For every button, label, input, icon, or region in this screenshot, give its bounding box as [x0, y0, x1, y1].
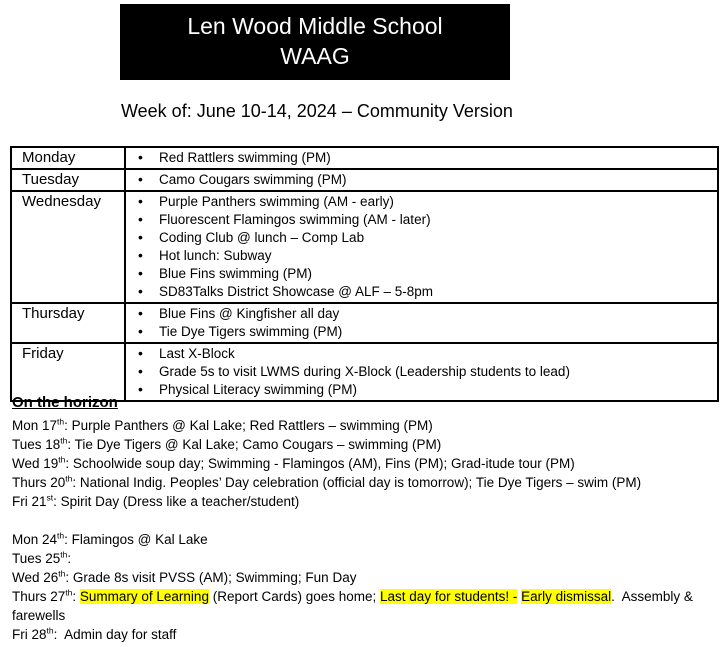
schedule-item [126, 193, 717, 211]
schedule-item [126, 171, 717, 189]
schedule-item-text: Camo Cougars swimming (PM) [159, 172, 347, 187]
highlighted-text: Last day for students! - [380, 589, 518, 604]
horizon-line [12, 416, 718, 435]
horizon-text: : [72, 589, 80, 604]
horizon-line [12, 625, 718, 644]
horizon-text: : Tie Dye Tigers @ Kal Lake; Camo Cougars – swimming (PM) [67, 437, 442, 452]
schedule-item-text: Grade 5s to visit LWMS during X-Block (Leadership students to lead) [159, 364, 570, 379]
horizon-text: : [67, 551, 72, 566]
schedule-item [126, 211, 717, 229]
schedule-item-text: Hot lunch: Subway [159, 248, 272, 263]
horizon-text: : Flamingos @ Kal Lake [64, 532, 208, 547]
bullet-icon: • [138, 305, 143, 321]
horizon-text: : Schoolwide soup day; Swimming - Flamingos (AM), Fins (PM); Grad-itude tour (PM) [65, 456, 575, 471]
schedule-item [126, 305, 717, 323]
horizon-text: (Report Cards) goes home; [208, 589, 381, 604]
schedule-item [126, 247, 717, 265]
schedule-item [126, 149, 717, 167]
horizon-blank-line [12, 511, 718, 530]
ordinal-superscript: th [65, 587, 73, 598]
horizon-heading: On the horizon [12, 394, 118, 411]
schedule-item-text: Purple Panthers swimming (AM - early) [159, 194, 394, 209]
bullet-icon: • [138, 229, 143, 245]
day-items-cell [125, 147, 718, 169]
waag-label: WAAG [280, 43, 350, 69]
table-row [11, 147, 718, 169]
highlighted-text: Early dismissal [521, 589, 612, 604]
schedule-item-text: Physical Literacy swimming (PM) [159, 382, 358, 397]
ordinal-superscript: th [60, 435, 68, 446]
horizon-line [12, 473, 718, 492]
weekly-schedule-body [11, 147, 718, 401]
day-items-cell [125, 303, 718, 343]
bullet-icon: • [138, 149, 143, 165]
schedule-item [126, 265, 717, 283]
horizon-text: : Admin day for staff [53, 627, 177, 642]
schedule-item-text: Blue Fins swimming (PM) [159, 266, 313, 281]
bullet-icon: • [138, 171, 143, 187]
horizon-text: Mon 17 [12, 418, 58, 433]
horizon-text: Fri 28 [12, 627, 47, 642]
bullet-icon: • [138, 363, 143, 379]
horizon-text: Wed 26 [12, 570, 59, 585]
horizon-text: Fri 21 [12, 494, 47, 509]
schedule-item [126, 229, 717, 247]
day-items-cell [125, 191, 718, 303]
bullet-icon: • [138, 265, 143, 281]
schedule-item [126, 345, 717, 363]
day-items-cell [125, 169, 718, 191]
schedule-item [126, 323, 717, 341]
day-label: Wednesday [11, 191, 125, 303]
horizon-line [12, 492, 718, 511]
horizon-text: Thurs 20 [12, 475, 66, 490]
schedule-item-text: Fluorescent Flamingos swimming (AM - later) [159, 212, 431, 227]
schedule-item [126, 283, 717, 301]
ordinal-superscript: th [60, 549, 68, 560]
bullet-icon: • [138, 345, 143, 361]
ordinal-superscript: th [46, 625, 54, 636]
table-row [11, 169, 718, 191]
horizon-text: : Purple Panthers @ Kal Lake; Red Rattlers – swimming (PM) [64, 418, 433, 433]
horizon-line [12, 530, 718, 549]
ordinal-superscript: th [57, 530, 65, 541]
school-title-banner [120, 4, 510, 80]
bullet-icon: • [138, 211, 143, 227]
bullet-icon: • [138, 247, 143, 263]
ordinal-superscript: th [57, 416, 65, 427]
horizon-line [12, 454, 718, 473]
weekly-schedule-table [10, 146, 719, 402]
ordinal-superscript: th [65, 473, 73, 484]
horizon-line [12, 568, 718, 587]
horizon-text: Thurs 27 [12, 589, 66, 604]
day-label: Friday [11, 343, 125, 401]
bullet-icon: • [138, 323, 143, 339]
schedule-item-text: SD83Talks District Showcase @ ALF – 5-8pm [159, 284, 434, 299]
schedule-item [126, 363, 717, 381]
horizon-line [12, 435, 718, 454]
horizon-text: Mon 24 [12, 532, 58, 547]
highlighted-text: Summary of Learning [79, 589, 209, 604]
bullet-icon: • [138, 193, 143, 209]
ordinal-superscript: st [46, 492, 54, 503]
day-label: Tuesday [11, 169, 125, 191]
week-subtitle: Week of: June 10-14, 2024 – Community Version [121, 101, 513, 121]
bullet-icon: • [138, 381, 143, 397]
horizon-text: Tues 25 [12, 551, 61, 566]
horizon-text: : Spirit Day (Dress like a teacher/student) [53, 494, 300, 509]
horizon-list [12, 416, 718, 644]
on-the-horizon-section [12, 393, 718, 644]
ordinal-superscript: th [58, 454, 66, 465]
day-label: Monday [11, 147, 125, 169]
horizon-text: Tues 18 [12, 437, 61, 452]
horizon-text: : Grade 8s visit PVSS (AM); Swimming; Fun Day [65, 570, 357, 585]
table-row [11, 303, 718, 343]
horizon-text: Wed 19 [12, 456, 59, 471]
schedule-item-text: Blue Fins @ Kingfisher all day [159, 306, 340, 321]
bullet-icon: • [138, 283, 143, 299]
ordinal-superscript: th [58, 568, 66, 579]
horizon-text: . Assembly & farewells [12, 589, 693, 623]
schedule-item-text: Tie Dye Tigers swimming (PM) [159, 324, 343, 339]
horizon-line [12, 549, 718, 568]
day-label: Thursday [11, 303, 125, 343]
table-row [11, 191, 718, 303]
schedule-item-text: Last X-Block [159, 346, 235, 361]
horizon-line [12, 587, 718, 625]
horizon-text: : National Indig. Peoples’ Day celebration (official day is tomorrow); Tie Dye Tigers – swim (PM) [72, 475, 642, 490]
schedule-item-text: Coding Club @ lunch – Comp Lab [159, 230, 365, 245]
school-name: Len Wood Middle School [187, 13, 443, 39]
schedule-item-text: Red Rattlers swimming (PM) [159, 150, 331, 165]
